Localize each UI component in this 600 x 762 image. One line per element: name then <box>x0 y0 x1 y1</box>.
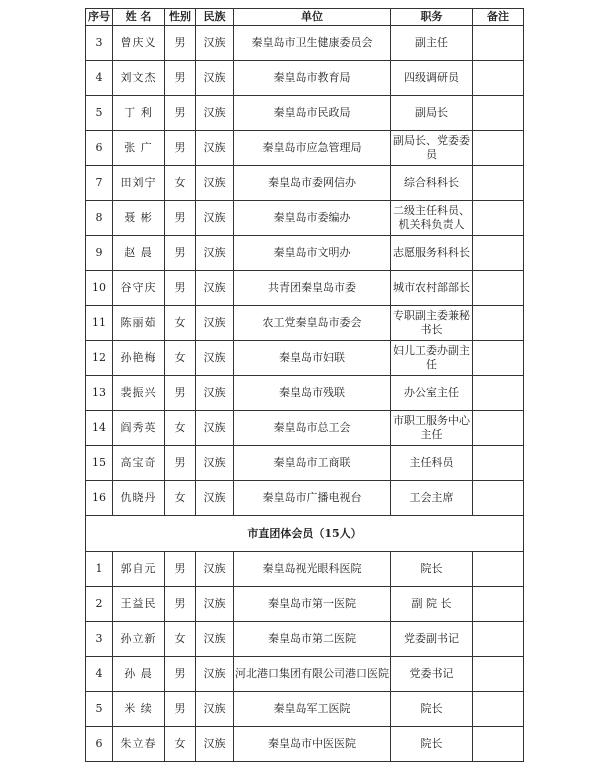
cell-gender: 女 <box>165 341 196 376</box>
cell-ethnicity: 汉族 <box>196 552 234 587</box>
table-row <box>86 26 524 61</box>
table-row <box>86 96 524 131</box>
cell-index: 4 <box>86 657 113 692</box>
cell-index: 2 <box>86 587 113 622</box>
cell-position: 副 院 长 <box>391 587 473 622</box>
cell-index: 4 <box>86 61 113 96</box>
cell-unit: 秦皇岛军工医院 <box>234 692 391 727</box>
cell-ethnicity: 汉族 <box>196 271 234 306</box>
cell-unit: 秦皇岛市中医医院 <box>234 727 391 762</box>
table-row <box>86 411 524 446</box>
cell-index: 5 <box>86 96 113 131</box>
cell-name: 孙艳梅 <box>113 341 165 376</box>
cell-name: 陈丽茹 <box>113 306 165 341</box>
section-body <box>86 516 524 552</box>
cell-ethnicity: 汉族 <box>196 727 234 762</box>
cell-gender: 男 <box>165 96 196 131</box>
header-position: 职务 <box>391 9 473 26</box>
cell-unit: 共青团秦皇岛市委 <box>234 271 391 306</box>
cell-remarks <box>473 587 524 622</box>
cell-ethnicity: 汉族 <box>196 166 234 201</box>
cell-index: 12 <box>86 341 113 376</box>
cell-ethnicity: 汉族 <box>196 376 234 411</box>
cell-remarks <box>473 61 524 96</box>
cell-gender: 女 <box>165 306 196 341</box>
cell-ethnicity: 汉族 <box>196 96 234 131</box>
header-ethnicity: 民族 <box>196 9 234 26</box>
cell-gender: 男 <box>165 587 196 622</box>
cell-unit: 秦皇岛市残联 <box>234 376 391 411</box>
cell-index: 7 <box>86 166 113 201</box>
cell-remarks <box>473 131 524 166</box>
table-row <box>86 131 524 166</box>
cell-unit: 秦皇岛市第一医院 <box>234 587 391 622</box>
cell-ethnicity: 汉族 <box>196 306 234 341</box>
cell-ethnicity: 汉族 <box>196 26 234 61</box>
cell-unit: 秦皇岛市卫生健康委员会 <box>234 26 391 61</box>
cell-name: 朱立春 <box>113 727 165 762</box>
cell-gender: 男 <box>165 552 196 587</box>
cell-index: 1 <box>86 552 113 587</box>
cell-name: 田刘宁 <box>113 166 165 201</box>
cell-position: 二级主任科员、机关科负责人 <box>391 201 473 236</box>
cell-index: 3 <box>86 26 113 61</box>
cell-unit: 秦皇岛市广播电视台 <box>234 481 391 516</box>
header-row <box>86 9 524 26</box>
cell-name: 王益民 <box>113 587 165 622</box>
table-header <box>86 9 524 26</box>
cell-ethnicity: 汉族 <box>196 201 234 236</box>
cell-remarks <box>473 552 524 587</box>
cell-remarks <box>473 481 524 516</box>
cell-position: 副局长、党委委员 <box>391 131 473 166</box>
cell-unit: 河北港口集团有限公司港口医院 <box>234 657 391 692</box>
cell-name: 聂 彬 <box>113 201 165 236</box>
cell-unit: 秦皇岛市工商联 <box>234 446 391 481</box>
cell-position: 工会主席 <box>391 481 473 516</box>
cell-index: 13 <box>86 376 113 411</box>
cell-remarks <box>473 201 524 236</box>
cell-gender: 女 <box>165 411 196 446</box>
cell-position: 市职工服务中心主任 <box>391 411 473 446</box>
cell-index: 3 <box>86 622 113 657</box>
cell-unit: 秦皇岛市民政局 <box>234 96 391 131</box>
cell-name: 孙立新 <box>113 622 165 657</box>
cell-remarks <box>473 727 524 762</box>
header-gender: 性别 <box>165 9 196 26</box>
cell-gender: 女 <box>165 166 196 201</box>
cell-gender: 男 <box>165 376 196 411</box>
cell-ethnicity: 汉族 <box>196 657 234 692</box>
table-row <box>86 692 524 727</box>
cell-remarks <box>473 446 524 481</box>
cell-index: 6 <box>86 727 113 762</box>
cell-unit: 秦皇岛视光眼科医院 <box>234 552 391 587</box>
cell-index: 5 <box>86 692 113 727</box>
table-row <box>86 341 524 376</box>
section-title: 市直团体会员（15人） <box>86 516 524 552</box>
group-a-body <box>86 26 524 516</box>
cell-name: 曾庆义 <box>113 26 165 61</box>
table-row <box>86 727 524 762</box>
cell-remarks <box>473 341 524 376</box>
group-b-body <box>86 552 524 762</box>
cell-gender: 女 <box>165 622 196 657</box>
cell-name: 阎秀英 <box>113 411 165 446</box>
cell-gender: 男 <box>165 61 196 96</box>
cell-position: 院长 <box>391 692 473 727</box>
table-row <box>86 166 524 201</box>
cell-remarks <box>473 657 524 692</box>
cell-unit: 秦皇岛市委网信办 <box>234 166 391 201</box>
cell-remarks <box>473 692 524 727</box>
cell-index: 6 <box>86 131 113 166</box>
cell-ethnicity: 汉族 <box>196 131 234 166</box>
cell-unit: 秦皇岛市教育局 <box>234 61 391 96</box>
cell-position: 综合科科长 <box>391 166 473 201</box>
cell-gender: 男 <box>165 131 196 166</box>
cell-name: 丁 利 <box>113 96 165 131</box>
header-name: 姓 名 <box>113 9 165 26</box>
cell-index: 8 <box>86 201 113 236</box>
cell-unit: 农工党秦皇岛市委会 <box>234 306 391 341</box>
cell-name: 仇晓丹 <box>113 481 165 516</box>
cell-position: 城市农村部部长 <box>391 271 473 306</box>
cell-name: 赵 晨 <box>113 236 165 271</box>
cell-index: 11 <box>86 306 113 341</box>
cell-position: 妇儿工委办副主任 <box>391 341 473 376</box>
cell-unit: 秦皇岛市妇联 <box>234 341 391 376</box>
cell-index: 10 <box>86 271 113 306</box>
cell-position: 志愿服务科科长 <box>391 236 473 271</box>
cell-gender: 男 <box>165 236 196 271</box>
cell-ethnicity: 汉族 <box>196 61 234 96</box>
section-row <box>86 516 524 552</box>
table-row <box>86 306 524 341</box>
table-row <box>86 552 524 587</box>
cell-remarks <box>473 96 524 131</box>
cell-position: 院长 <box>391 552 473 587</box>
cell-ethnicity: 汉族 <box>196 587 234 622</box>
header-index: 序号 <box>86 9 113 26</box>
cell-index: 9 <box>86 236 113 271</box>
table-row <box>86 271 524 306</box>
header-unit: 单位 <box>234 9 391 26</box>
cell-index: 15 <box>86 446 113 481</box>
cell-name: 张 广 <box>113 131 165 166</box>
cell-unit: 秦皇岛市应急管理局 <box>234 131 391 166</box>
cell-gender: 男 <box>165 446 196 481</box>
cell-name: 谷守庆 <box>113 271 165 306</box>
table-row <box>86 446 524 481</box>
table-row <box>86 587 524 622</box>
cell-ethnicity: 汉族 <box>196 622 234 657</box>
cell-name: 高宝奇 <box>113 446 165 481</box>
table-row <box>86 236 524 271</box>
cell-remarks <box>473 376 524 411</box>
cell-name: 郭自元 <box>113 552 165 587</box>
cell-ethnicity: 汉族 <box>196 341 234 376</box>
cell-remarks <box>473 271 524 306</box>
cell-index: 16 <box>86 481 113 516</box>
cell-gender: 男 <box>165 271 196 306</box>
cell-ethnicity: 汉族 <box>196 236 234 271</box>
cell-position: 院长 <box>391 727 473 762</box>
table-row <box>86 481 524 516</box>
cell-position: 副局长 <box>391 96 473 131</box>
cell-remarks <box>473 622 524 657</box>
cell-unit: 秦皇岛市第二医院 <box>234 622 391 657</box>
cell-ethnicity: 汉族 <box>196 411 234 446</box>
cell-remarks <box>473 411 524 446</box>
cell-name: 孙 晨 <box>113 657 165 692</box>
cell-ethnicity: 汉族 <box>196 692 234 727</box>
header-remarks: 备注 <box>473 9 524 26</box>
cell-unit: 秦皇岛市总工会 <box>234 411 391 446</box>
cell-remarks <box>473 306 524 341</box>
cell-name: 裴振兴 <box>113 376 165 411</box>
table-row <box>86 201 524 236</box>
cell-gender: 男 <box>165 26 196 61</box>
cell-position: 专职副主委兼秘书长 <box>391 306 473 341</box>
cell-remarks <box>473 236 524 271</box>
table-row <box>86 657 524 692</box>
cell-position: 副主任 <box>391 26 473 61</box>
cell-name: 米 续 <box>113 692 165 727</box>
cell-gender: 男 <box>165 657 196 692</box>
cell-index: 14 <box>86 411 113 446</box>
cell-gender: 男 <box>165 201 196 236</box>
cell-gender: 男 <box>165 692 196 727</box>
cell-gender: 女 <box>165 727 196 762</box>
table-row <box>86 376 524 411</box>
cell-position: 党委副书记 <box>391 622 473 657</box>
cell-position: 党委书记 <box>391 657 473 692</box>
table-row <box>86 61 524 96</box>
cell-remarks <box>473 166 524 201</box>
cell-position: 办公室主任 <box>391 376 473 411</box>
cell-unit: 秦皇岛市委编办 <box>234 201 391 236</box>
table-row <box>86 622 524 657</box>
cell-name: 刘文杰 <box>113 61 165 96</box>
cell-ethnicity: 汉族 <box>196 446 234 481</box>
cell-ethnicity: 汉族 <box>196 481 234 516</box>
cell-remarks <box>473 26 524 61</box>
cell-position: 主任科员 <box>391 446 473 481</box>
cell-position: 四级调研员 <box>391 61 473 96</box>
member-roster-table <box>85 8 524 762</box>
cell-unit: 秦皇岛市文明办 <box>234 236 391 271</box>
cell-gender: 女 <box>165 481 196 516</box>
